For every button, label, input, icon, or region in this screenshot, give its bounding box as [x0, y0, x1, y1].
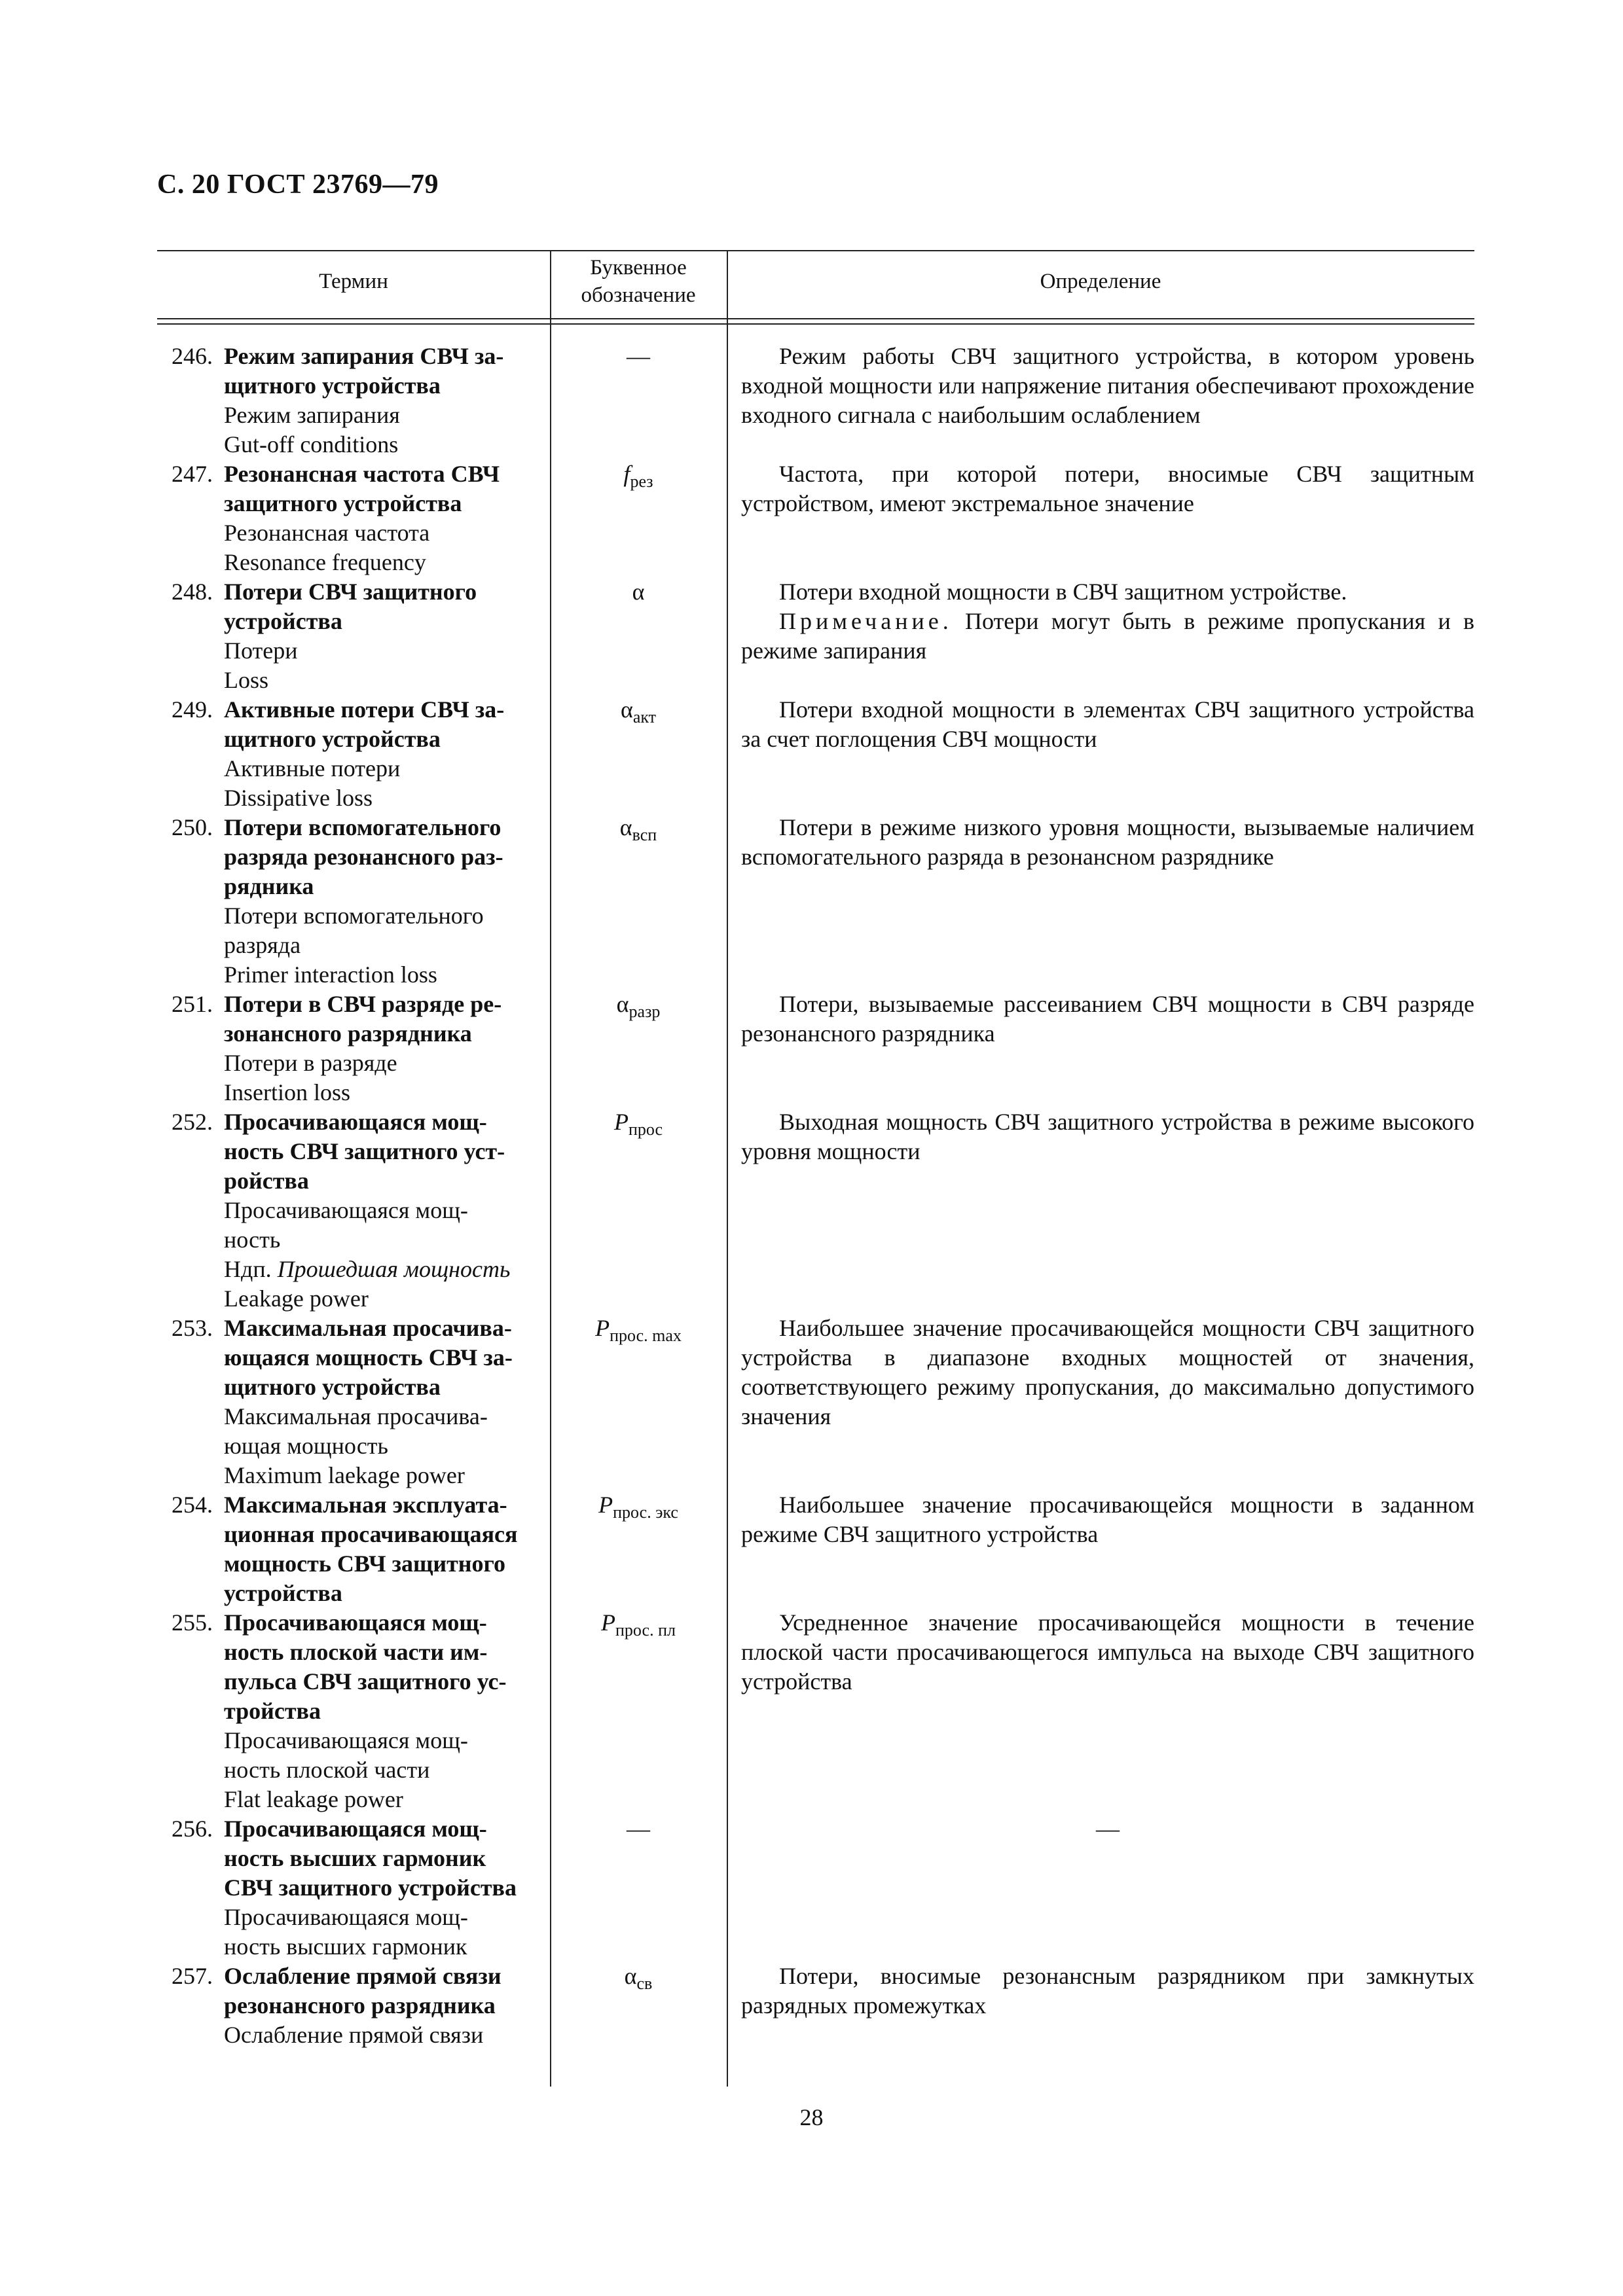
definition-cell: [741, 1962, 1474, 2020]
term-name-line: [224, 1372, 545, 1402]
term-synonym-line: [224, 1078, 545, 1107]
term-synonym-line: [224, 1785, 545, 1814]
definition-cell: [741, 459, 1474, 518]
term-synonym-line: [224, 901, 545, 931]
term-line-text: ность высших гармоник: [224, 1933, 467, 1960]
symbol-subscript: прос: [628, 1120, 663, 1139]
term-synonym-line: [224, 754, 545, 783]
term-lines: [224, 990, 545, 1107]
term-line-text: ность плоской части: [224, 1757, 430, 1783]
table-row: [157, 695, 1474, 813]
definition-paragraph: [741, 577, 1474, 607]
term-name-line: [224, 459, 545, 489]
term-name-line: [224, 1490, 545, 1520]
term-line-text: Просачивающаяся мощ-: [224, 1197, 468, 1223]
term-line-text: Потери: [224, 637, 298, 664]
table-row: [157, 459, 1474, 577]
term-number: 246.: [172, 343, 213, 369]
term-line-text: Максимальная просачива-: [224, 1403, 488, 1429]
symbol-cell: [550, 1314, 727, 1350]
column-header-symbol-line1: Буквенное: [590, 256, 687, 279]
term-name-line: [224, 1814, 545, 1844]
term-line-text: Активные потери: [224, 755, 401, 781]
term-line-text: устройства: [224, 1580, 342, 1606]
term-line-text: устройства: [224, 608, 342, 634]
term-number: 248.: [172, 579, 213, 605]
term-line-text: ющаяся мощность СВЧ за-: [224, 1344, 513, 1371]
table-row: [157, 577, 1474, 695]
term-line-text: разряда резонансного раз-: [224, 844, 503, 870]
definition-text: Потери, вносимые резонансным разрядником при замкнутых разрядных промежутках: [741, 1963, 1474, 2018]
symbol-letter: α: [620, 696, 633, 723]
term-line-text: Dissipative loss: [224, 785, 373, 811]
term-name-line: [224, 1549, 545, 1579]
term-line-text: зонансного разрядника: [224, 1020, 472, 1047]
symbol-cell: [550, 342, 727, 371]
term-name-line: [224, 1107, 545, 1137]
symbol-subscript: разр: [629, 1002, 661, 1021]
symbol-letter: α: [624, 1963, 637, 1989]
definition-paragraph: [741, 990, 1474, 1049]
symbol-cell: [550, 1490, 727, 1527]
definition-cell: [741, 695, 1474, 754]
deprecated-term: Прошедшая мощность: [277, 1256, 511, 1282]
definition-text: Потери входной мощности в СВЧ защитном устройстве.: [779, 579, 1347, 605]
term-name-line: [224, 489, 545, 518]
term-synonym-line: [224, 1431, 545, 1461]
term-name-line: [224, 695, 545, 725]
term-line-text: Режим запирания СВЧ за-: [224, 343, 504, 369]
symbol-cell: [550, 1608, 727, 1645]
term-synonym-line: [224, 430, 545, 459]
term-line-text: Просачивающаяся мощ-: [224, 1609, 487, 1636]
term-synonym-line: [224, 636, 545, 666]
term-lines: [224, 342, 545, 459]
term-line-text: Потери СВЧ защитного: [224, 579, 477, 605]
definition-cell: [741, 577, 1474, 666]
term-line-text: разряда: [224, 932, 301, 958]
term-name-line: [224, 1638, 545, 1667]
term-synonym-line: [224, 1932, 545, 1962]
definition-paragraph: [741, 1314, 1474, 1431]
term-line-text: резонансного разрядника: [224, 1992, 496, 2018]
term-lines: [224, 1107, 545, 1314]
term-name-line: [224, 342, 545, 371]
symbol-letter: P: [601, 1609, 615, 1636]
term-synonym-line: [224, 1284, 545, 1314]
term-synonym-line: [224, 2020, 545, 2050]
symbol-cell: [550, 695, 727, 732]
definition-text: Наибольшее значение просачивающейся мощности СВЧ защитного устройства в диапазоне входных мощностей от значения, соответствующего режиму пропускания, до максимально допустимого значения: [741, 1315, 1474, 1429]
term-name-line: [224, 813, 545, 842]
definition-paragraph: [741, 1608, 1474, 1696]
term-name-line: [224, 1019, 545, 1049]
term-line-text: Resonance frequency: [224, 549, 426, 575]
definition-cell: [741, 1608, 1474, 1696]
term-line-text: защитного устройства: [224, 490, 462, 516]
term-name-line: [224, 1343, 545, 1372]
term-line-text: Потери в разряде: [224, 1050, 397, 1076]
term-line-text: Потери вспомогательного: [224, 903, 484, 929]
term-number: 247.: [172, 461, 213, 487]
symbol-cell: [550, 1107, 727, 1144]
term-name-line: [224, 371, 545, 401]
term-synonym-line: [224, 1196, 545, 1225]
term-line-text: Primer interaction loss: [224, 961, 437, 988]
term-synonym-line: [224, 1049, 545, 1078]
term-name-line: [224, 607, 545, 636]
table-body: [157, 342, 1474, 2050]
term-line-text: Leakage power: [224, 1285, 369, 1312]
definition-cell: [741, 1814, 1474, 1844]
term-number: 254.: [172, 1492, 213, 1518]
term-lines: [224, 1814, 545, 1962]
term-line-text: Ндп.: [224, 1256, 278, 1282]
symbol-cell: [550, 577, 727, 607]
term-line-text: Просачивающаяся мощ-: [224, 1816, 487, 1842]
term-line-text: Ослабление прямой связи: [224, 1963, 501, 1989]
definition-text: Потери, вызываемые рассеиванием СВЧ мощности в СВЧ разряде резонансного разрядника: [741, 991, 1474, 1047]
term-name-line: [224, 1696, 545, 1726]
term-name-line: [224, 990, 545, 1019]
term-line-text: ность СВЧ защитного уст-: [224, 1138, 505, 1164]
symbol-cell: [550, 813, 727, 850]
term-line-text: щитного устройства: [224, 1374, 441, 1400]
term-line-text: пульса СВЧ защитного ус-: [224, 1668, 507, 1695]
term-line-text: Просачивающаяся мощ-: [224, 1904, 468, 1930]
term-synonym-line: [224, 1461, 545, 1490]
term-lines: [224, 1608, 545, 1814]
definition-text: Режим работы СВЧ защитного устройства, в котором уровень входной мощности или напряжение питания обеспечивают прохождение входного сигнала с наибольшим ослаблением: [741, 343, 1474, 428]
column-header-term: Термин: [319, 270, 388, 293]
definition-paragraph: [741, 1107, 1474, 1166]
symbol-letter: P: [595, 1315, 610, 1341]
definition-cell: [741, 1490, 1474, 1549]
term-number: 255.: [172, 1609, 213, 1636]
definition-text: Усредненное значение просачивающейся мощности в течение плоской части просачивающегося импульса на выходе СВЧ защитного устройства: [741, 1609, 1474, 1695]
symbol-letter: α: [616, 991, 629, 1017]
term-synonym-line: [224, 548, 545, 577]
term-line-text: ность: [224, 1227, 281, 1253]
term-synonym-line: [224, 401, 545, 430]
term-line-text: Максимальная эксплуата-: [224, 1492, 507, 1518]
term-lines: [224, 1490, 545, 1608]
definition-text: Частота, при которой потери, вносимые СВЧ защитным устройством, имеют экстремальное значение: [741, 461, 1474, 516]
definition-paragraph: [741, 459, 1474, 518]
term-synonym-line: [224, 931, 545, 960]
term-synonym-line: [224, 960, 545, 990]
page-number: 28: [799, 2104, 824, 2130]
note-label: Примечание.: [779, 608, 953, 634]
table-row: [157, 990, 1474, 1107]
definition-text: Потери в режиме низкого уровня мощности, вызываемые наличием вспомогательного разряда в резонансном разряднике: [741, 814, 1474, 870]
term-synonym-line: [224, 783, 545, 813]
term-synonym-line: [224, 1903, 545, 1932]
term-name-line: [224, 1166, 545, 1196]
term-lines: [224, 1962, 545, 2050]
symbol-subscript: прос. пл: [615, 1621, 676, 1640]
column-header-symbol-line2: обозначение: [581, 283, 696, 307]
term-name-line: [224, 1314, 545, 1343]
term-number: 251.: [172, 991, 213, 1017]
term-line-text: щитного устройства: [224, 372, 441, 399]
symbol-subscript: акт: [632, 708, 657, 726]
term-name-line: [224, 1579, 545, 1608]
table-row: [157, 813, 1474, 990]
term-name-line: [224, 1520, 545, 1549]
term-synonym-line: [224, 1255, 545, 1284]
table-row: [157, 1814, 1474, 1962]
term-number: 250.: [172, 814, 213, 840]
column-header-definition: Определение: [1040, 270, 1161, 293]
definition-paragraph: [741, 695, 1474, 754]
symbol-subscript: рез: [630, 472, 653, 491]
term-line-text: Ослабление прямой связи: [224, 2022, 484, 2048]
term-name-line: [224, 1844, 545, 1873]
table-row: [157, 1314, 1474, 1490]
page-header: С. 20 ГОСТ 23769—79: [157, 170, 439, 200]
term-line-text: ющая мощность: [224, 1433, 388, 1459]
definition-text: Выходная мощность СВЧ защитного устройства в режиме высокого уровня мощности: [741, 1109, 1474, 1164]
term-line-text: щитного устройства: [224, 726, 441, 752]
symbol-letter: —: [627, 343, 650, 369]
term-lines: [224, 577, 545, 695]
definition-cell: [741, 342, 1474, 430]
table-row: [157, 1490, 1474, 1608]
symbol-letter: α: [619, 814, 632, 840]
term-line-text: рядника: [224, 873, 314, 899]
term-synonym-line: [224, 1726, 545, 1755]
term-line-text: Insertion loss: [224, 1079, 350, 1105]
term-lines: [224, 813, 545, 990]
table-row: [157, 342, 1474, 459]
term-name-line: [224, 1137, 545, 1166]
definition-text: Потери входной мощности в элементах СВЧ защитного устройства за счет поглощения СВЧ мощности: [741, 696, 1474, 752]
symbol-letter: P: [598, 1492, 613, 1518]
term-name-line: [224, 1667, 545, 1696]
definition-paragraph: [741, 607, 1474, 666]
terms-table: [157, 250, 1474, 2087]
table-row: [157, 1608, 1474, 1814]
term-name-line: [224, 1608, 545, 1638]
term-line-text: Loss: [224, 667, 269, 693]
symbol-subscript: всп: [632, 825, 657, 844]
definition-paragraph: [741, 1962, 1474, 2020]
table-row: [157, 1962, 1474, 2050]
symbol-subscript: св: [636, 1974, 653, 1993]
term-synonym-line: [224, 1402, 545, 1431]
definition-cell: [741, 990, 1474, 1049]
term-lines: [224, 695, 545, 813]
definition-paragraph: [741, 342, 1474, 430]
term-line-text: Maximum laekage power: [224, 1462, 465, 1488]
definition-paragraph: [741, 1814, 1474, 1844]
term-synonym-line: [224, 1225, 545, 1255]
term-number: 249.: [172, 696, 213, 723]
term-line-text: СВЧ защитного устройства: [224, 1874, 517, 1901]
table-row: [157, 1107, 1474, 1314]
symbol-cell: [550, 990, 727, 1026]
term-synonym-line: [224, 518, 545, 548]
symbol-cell: [550, 1962, 727, 1998]
term-name-line: [224, 577, 545, 607]
term-synonym-line: [224, 1755, 545, 1785]
definition-text: —: [1096, 1816, 1120, 1842]
term-line-text: мощность СВЧ защитного: [224, 1551, 505, 1577]
term-line-text: Активные потери СВЧ за-: [224, 696, 505, 723]
header-rule-2: [157, 323, 1474, 325]
term-line-text: Просачивающаяся мощ-: [224, 1727, 468, 1753]
term-name-line: [224, 1962, 545, 1991]
definition-paragraph: [741, 1490, 1474, 1549]
term-name-line: [224, 1991, 545, 2020]
definition-paragraph: [741, 813, 1474, 872]
term-line-text: Потери вспомогательного: [224, 814, 501, 840]
term-line-text: ционная просачивающаяся: [224, 1521, 518, 1547]
definition-cell: [741, 1314, 1474, 1431]
term-line-text: Потери в СВЧ разряде ре-: [224, 991, 502, 1017]
definition-cell: [741, 813, 1474, 872]
term-synonym-line: [224, 666, 545, 695]
term-line-text: Резонансная частота: [224, 520, 430, 546]
term-line-text: Максимальная просачива-: [224, 1315, 512, 1341]
term-number: 256.: [172, 1816, 213, 1842]
column-header-symbol: [550, 250, 727, 313]
symbol-subscript: прос. экс: [613, 1503, 678, 1522]
term-lines: [224, 459, 545, 577]
term-name-line: [224, 1873, 545, 1903]
term-line-text: ройства: [224, 1168, 309, 1194]
term-line-text: ность плоской части им-: [224, 1639, 488, 1665]
term-name-line: [224, 872, 545, 901]
term-name-line: [224, 842, 545, 872]
term-line-text: тройства: [224, 1698, 321, 1724]
term-line-text: Flat leakage power: [224, 1786, 403, 1812]
term-lines: [224, 1314, 545, 1490]
term-line-text: Gut-off conditions: [224, 431, 399, 457]
term-line-text: Резонансная частота СВЧ: [224, 461, 500, 487]
term-name-line: [224, 725, 545, 754]
symbol-cell: [550, 459, 727, 496]
symbol-cell: [550, 1814, 727, 1844]
definition-text: Наибольшее значение просачивающейся мощности в заданном режиме СВЧ защитного устройства: [741, 1492, 1474, 1547]
symbol-subscript: прос. max: [610, 1326, 682, 1345]
term-number: 253.: [172, 1315, 213, 1341]
symbol-letter: P: [613, 1109, 629, 1135]
symbol-letter: α: [632, 579, 645, 605]
symbol-letter: f: [623, 461, 630, 487]
header-rule-1: [157, 318, 1474, 319]
term-line-text: Просачивающаяся мощ-: [224, 1109, 487, 1135]
term-number: 257.: [172, 1963, 213, 1989]
term-line-text: Режим запирания: [224, 402, 400, 428]
term-number: 252.: [172, 1109, 213, 1135]
term-line-text: ность высших гармоник: [224, 1845, 486, 1871]
symbol-letter: —: [627, 1816, 650, 1842]
definition-cell: [741, 1107, 1474, 1166]
definition-text: Потери могут быть в режиме пропускания и в режиме запирания: [741, 608, 1474, 664]
